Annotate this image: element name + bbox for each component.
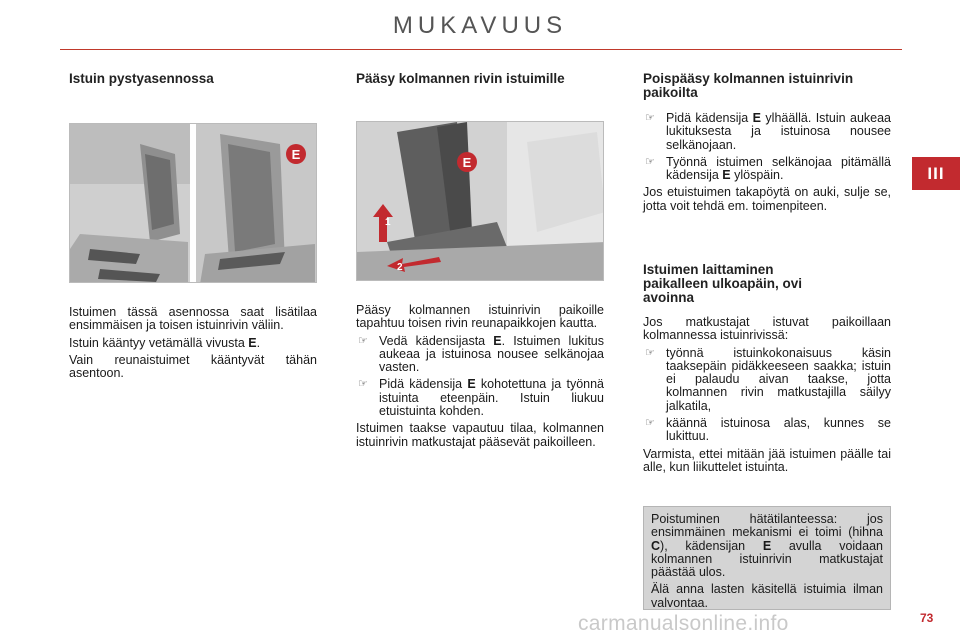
list-item: ☞ Työnnä istuimen selkänojaa pitämällä kädensija E ylöspäin. — [645, 154, 891, 183]
instruction-list — [643, 112, 891, 182]
photo-seat-upright — [69, 123, 317, 283]
section-heading: Poispääsy kolmannen istuinrivin paikoilta — [643, 71, 854, 100]
photo-label-e: E — [462, 155, 472, 170]
instruction-list — [356, 335, 604, 419]
list-item: ☞ Pidä kädensija E kohotettuna ja työnnä istuinta eteenpäin. Istuin liukuu etuistuinta kohden. — [358, 377, 604, 419]
warning-note — [643, 506, 891, 610]
paragraph: Istuimen taakse vapautuu tilaa, kolmannen istuinrivin matkustajat pääsevät paikoilleen. — [356, 421, 604, 449]
paragraph: Varmista, ettei mitään jää istuimen päälle tai alle, kun liikuttelet istuinta. — [643, 446, 891, 474]
paragraph: Vain reunaistuimet kääntyvät tähän asentoon. — [69, 352, 317, 381]
section-heading: Istuimen laittaminen paikalleen ulkoapäin, ovi avoinna — [643, 262, 803, 305]
arrow-2-label: 2 — [397, 262, 403, 273]
watermark: carmanualsonline.info — [578, 612, 789, 635]
title-divider — [60, 49, 902, 50]
pointing-hand-icon: ☞ — [358, 334, 368, 347]
paragraph: Istuimen tässä asennossa saat lisätilaa ensimmäisen ja toisen istuinrivin väliin. — [69, 305, 317, 333]
page-title: MUKAVUUS — [392, 12, 568, 39]
arrow-1-label: 1 — [385, 217, 391, 228]
pointing-hand-icon: ☞ — [645, 155, 655, 168]
column-third-row-exit — [643, 72, 891, 217]
page-number: 73 — [920, 611, 934, 625]
list-item: ☞ työnnä istuinkokonaisuus käsin taaksepäin pidäkkeeseen saakka; istuin ei palaudu aivan taakse, jotta kolmannen rivin matkustajilla säilyy jalkatila, — [645, 345, 891, 413]
pointing-hand-icon: ☞ — [645, 417, 655, 430]
seat-tilt-illustration — [357, 122, 604, 281]
photo-seat-tilt — [356, 121, 604, 281]
pointing-hand-icon: ☞ — [358, 378, 368, 391]
list-item: ☞ Vedä kädensijasta E. Istuimen lukitus aukeaa ja istuinosa nousee selkänojaa vasten. — [358, 333, 604, 375]
paragraph: Istuin kääntyy vetämällä vivusta E. — [69, 335, 261, 350]
pointing-hand-icon: ☞ — [645, 112, 655, 124]
section-heading: Pääsy kolmannen rivin istuimille — [356, 71, 565, 86]
paragraph: Pääsy kolmannen istuinrivin paikoille tapahtuu toisen rivin reunapaikkojen kautta. — [356, 303, 604, 331]
column-upright-seat-text — [69, 306, 317, 384]
note-paragraph: Poistuminen hätätilanteessa: jos ensimmäinen mekanismi ei toimi (hihna C), kädensijan E avulla voidaan kolmannen istuinrivin matkustajat päästää ulos. — [651, 512, 883, 580]
note-paragraph: Älä anna lasten käsitellä istuimia ilman valvontaa. — [651, 582, 883, 610]
photo-label-e: E — [291, 147, 301, 162]
paragraph: Jos matkustajat istuvat paikoillaan kolmannessa istuinrivissä: — [643, 315, 891, 343]
column-upright-seat — [69, 72, 317, 86]
list-item: ☞ käännä istuinosa alas, kunnes se lukittuu. — [645, 416, 891, 444]
list-item: ☞ Pidä kädensija E ylhäällä. Istuin aukeaa lukituksesta ja istuinosa nousee selkänojaan. — [645, 111, 892, 152]
paragraph: Jos etuistuimen takapöytä on auki, sulje se, jotta voit tehdä em. toimenpiteen. — [643, 185, 891, 213]
column-seat-return — [643, 263, 891, 478]
seat-upright-illustration — [70, 124, 317, 283]
chapter-tab[interactable]: III — [912, 157, 960, 190]
column-third-row-access-text — [356, 304, 604, 453]
column-third-row-access — [356, 72, 604, 86]
section-heading: Istuin pystyasennossa — [69, 71, 214, 86]
pointing-hand-icon: ☞ — [645, 346, 655, 359]
instruction-list — [643, 347, 891, 444]
